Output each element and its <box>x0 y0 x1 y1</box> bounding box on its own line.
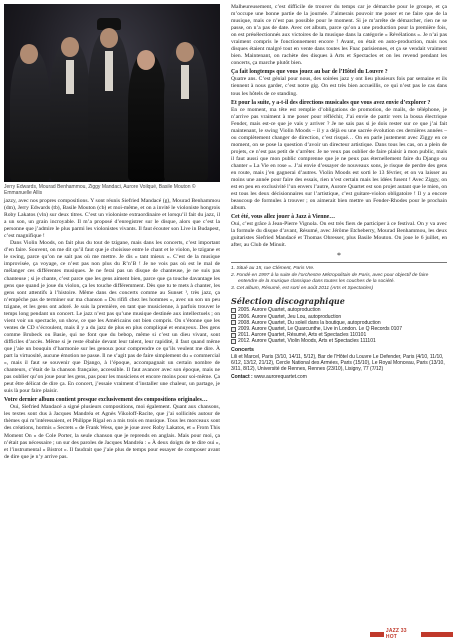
shirt-5 <box>181 65 189 99</box>
left-paragraph-1: jazzy, avec nos propres compositions. Y sont réunis Siefried Mandacé (g), Mourad Benhammou (dm), Jerry Edwards (tb), Basile Mouton (cb) et moi-même, et on a invité le violoniste hongrois Roby Lakatos (vln) sur deux titres. C’est un violoniste extraordinaire et lorsqu’il fait du jazz, il a un son, un grain incroyable. Il m’a proposé d’enregistrer sur le disque, alors que c’est la personne que j’admire le plus parmi les violonistes vivants. Il faut écouter son Live in Budapest, c’est magnifique ! <box>4 198 220 240</box>
album-cover-icon <box>231 320 236 325</box>
album-cover-icon <box>231 327 236 332</box>
album-cover-icon <box>231 314 236 319</box>
discography-text: 2006. Aurore Quartet, Jeu Lou, autoproduction <box>238 313 342 320</box>
section-separator: * <box>337 251 341 261</box>
footer-bar-right <box>421 632 453 637</box>
answer-hotel-louvre: Quatre ans. C’est génial pour nous, des soirées jazz y ont lieu plusieurs fois par semaine et ils tiennent à nous garder, c’est notre gig. On est très bien accueillis, ce qui n’est pas le cas dans tous les hôtels de ce standing. <box>231 76 447 97</box>
discography-text: 2005. Aurore Quartet, autoproduction <box>238 307 321 314</box>
contact-line <box>231 374 447 381</box>
discography-text: 2012. Aurore Quartet, Violin Moods, Arts et Spectacles 111101 <box>238 338 376 345</box>
question-musical-directions: Et pour la suite, y a-t-il des directions musicales que vous avez envie d’explorer ? <box>231 99 431 106</box>
answer-musical-directions: En ce moment, ma tête est remplie d’obligations de promotion, de mails, de téléphone, je n’arrive pas vraiment à me poser pour réfléchir, J’ai envie de partir vers la bossa électrique Fender, mais est-ce que je vais y arriver ? Je ne sais pas si je dois rester sur ce que j’ai fait maintenant, le swing Violin Moods – il y a déjà eu une sacrée évolution ces dernières années – ou complètement changer de direction, c’est risqué… On en parle justement avec Ziggy en ce moment, on se pose la question d’avoir un directeur artistique. Dans tous les cas, on a plein de projets, ce n’est pas petit de s’arrêter. Je ne veux pas oublier de faire plaisir à mon public, mais il faut aussi que mon public comprenne que je ne peux pas éternellement faire du Django ou chanter « La Vie en rose ». J’ai envie d’essayer de nouveaux sons, je risque de perdre des gens en route, mais j’en gagnerai d’autres. Violin Moods est sorti le 13 février, et on va laisser au moins une année pour faire des essais, rien n’est certain mais les idées fusent ! Avec Ziggy, on est en peu en exclusivité l’un envers l’autre, Aurore Quartet est son projet autant que le mien, on est tous les deux décisionnaires sur l’artistique, c’est guitare-violon obligatoire ! Il y a encore beaucoup de formules à trouver ; on aimerait bien mettre un Fender-Rhodes pour le prochain album. <box>231 106 447 212</box>
photo-caption: Jerry Edwards, Mourad Benhammou, Ziggy Mandaci, Aurore Voilqué, Basile Mouton © Emmanuelle Allis <box>4 184 196 196</box>
figure-4 <box>128 54 166 182</box>
discography-title: Sélection discographique <box>231 296 345 307</box>
right-column <box>231 4 447 381</box>
footer-page-number: JAZZ 33 HOT <box>385 628 407 640</box>
head-2 <box>61 37 79 57</box>
question-jazz-a-vienne: Cet été, vous allez jouer à Jazz à Vienne… <box>231 214 336 221</box>
album-cover-icon <box>231 333 236 338</box>
discography-list <box>231 307 447 344</box>
head-5 <box>176 42 194 62</box>
discography-item <box>231 338 447 344</box>
shirt-2 <box>66 60 74 94</box>
page-footer <box>370 628 453 640</box>
discography-text: 2009. Aurore Quartet, Le Quarcunthe, Live in London. Le Q Records 0107 <box>238 326 402 333</box>
question-original-compositions: Votre dernier album contient presque exclusivement des compositions originales… <box>4 397 208 404</box>
concerts-list: Lili et Marcel, Paris (3/10, 14/11, 5/12), Bar de l’Hôtel du Louvre Le Defender, Paris (4/10, 11/10, 6/12, 13/12, 21/12), Cercle National des Armées, Paris (15/10), Le Royal Monceau, Paris (13/10, 3/11, 8/12), Université de Rennes, Rennes (23/10), Lisigny, 77 (7/12) <box>231 353 445 373</box>
figure-1 <box>10 50 50 182</box>
discography-text: 2011. Aurore Quartet, Résumé, Arts et Spectacles 110101 <box>238 332 367 339</box>
left-paragraph-3: Oui, Siefried Mandacé a signé plusieurs compositions, moi également. Quant aux chansons, les textes sont dus à Jacques Mandréa et Agnès Vikoloff-Racite, que j’ai sollicités autour de thèmes qui m’intéressaient, et Philippe Rigal en a mis trois en musique. Tous les morceaux sont des créations, hormis « Secrets » de Frank Wess, que je joue avec Roby Lakatos, et « From This Moment On » de Cole Porter, la seule chanson que je reprends en anglais. Mais pour moi, ça n’était pas nécessaire ; un sur des paroles de Jacques Mandréa : « À deux doigts de te dire oui », et l’instrumental « Bistrot ». Il faudrait que j’aie plus de temps pour essayer de composer avant de dire que je n’y arrive pas. <box>4 404 220 460</box>
head-1 <box>20 44 38 64</box>
footnotes <box>231 262 447 292</box>
right-paragraph-1: Malheureusement, c’est difficile de trouver du temps car je démarche pour le groupe, et ça m’occupe une bonne partie de la journée. J’aimerais pouvoir me poser et ne faire que de la musique, mais ce n’est pas possible pour le moment. Si je m’arrête de démarcher, rien ne se passe, on n’a pas de date. Avec cet album, parce qu’on a une production pour la première fois, on est présélectionnés aux victoires de la musique dans la catégorie « Révélations ». Je n’ai pas vraiment compris le fonctionnement encore ! Avant, on était en auto-production, mais nos disques étaient malgré tout en vente dans toutes les Fnac parisiennes, et ça se vendait vraiment bien. Maintenant, on rachète des disques à Arts et Spectacles et on les revend pendant les concerts, ça marche plutôt bien. <box>231 4 447 67</box>
contact-label: Contact : <box>231 374 253 381</box>
album-cover-icon <box>231 339 236 344</box>
left-column <box>4 4 220 461</box>
concerts-title: Concerts <box>231 346 254 353</box>
head-4 <box>137 50 155 70</box>
left-paragraph-2: Dans Violin Moods, on fait plus du tout de tzigane, mais dans les concerts, c’est important d’en faire. Souvent, on me dit qu’il faut que je choisisse entre le chant et le violon, le tzigane et le swing, parce qu’on ne sait pas où me mettre. Je dis « tant mieux ». C’est de la musique improvisée, ça voyage, ce n’est pas non plus du R’n’B ! Je ne vois pas où est le mal de mélanger ces différentes musiques. Je ne ferai pas un disque de chanteuse, je ne suis pas chanteuse ; si je chante, c’est parce que les gens aiment bien, parce que ça touche davantage les gens que quand je joue du violon, ça les touche différemment. Dès que tu te mets à chanter, les gens sont attentifs à l’histoire. Même dans des concerts comme au Sunset ¹, très jazz, ça n’empêche pas de terminer sur ma chanson « Du rififi chez les hommes », avec un son un peu tzigane, et les gens ont adoré. Je suis la première, en tant que musicienne, à parfois trouver le temps long pendant un concert. Le jazz n’est pas qu’une musique destinée aux intellectuels ; on vient voir un spectacle, un show, ce que les Américains ont bien compris. On s’étonne que les ventes de CD s’écroulent, mais il y a du jazz de plus en plus compliqué et ennuyeux. Des gens comme Brubeck ou Basie, qui ne font que du bebop, même si c’est un dieu vivant, sont difficiles d’accès. Même si je reste ébahie devant leur talent, leur rapidité, il faut quand même que j’aie un bouquin d’harmonie sur les genoux pour comprendre ce qu’ils veulent me dire. À part la virtuosité, aucune émotion ne passe. Il ne s’agit pas de faire simplement du « commercial », mais il faut se souvenir que Django, à l’époque, accompagnait un certain nombre de chanteurs, c’était de la chanson française, accessible. Il faut avancer avec son époque, mais ne pas oublier qu’on joue pour les gens, pas pour les musiciens et encore moins pour soi-même. Ça peut être délicat de dire ça. En concert, j’essaie vraiment d’installer une chaleur, un partage, je suis là pour faire plaisir. <box>4 240 220 395</box>
album-cover-icon <box>231 308 236 313</box>
shirt-3 <box>105 51 113 91</box>
discography-text: 2008. Aurore Quartet, Du soleil dans la boutique, autoproduction <box>238 319 381 326</box>
footer-bar-left <box>370 632 384 637</box>
band-photo <box>4 4 220 182</box>
footnote-2: 2. Fondé en 1997 à la suite de l’orchestre Métropolitain de Paris, avec pour objectif de faire entendre de la musique classique dans toutes les couches de la société. <box>231 273 429 285</box>
question-hotel-louvre: Ça fait longtemps que vous jouez au bar de l’Hôtel du Louvre ? <box>231 69 388 76</box>
answer-jazz-a-vienne: Oui, c’est grâce à Jean-Pierre Vignola. On est très fiers de participer à ce festival. On y va avec la formule du disque d’avant, Résumé, avec Jérôme Etcheberry, Mourad Benhammou, les deux guitaristes Siefried Mandacé et Thomas Ohresser, plus Basile Mouton. On joue le 6 juillet, en after, au Club de Minuit. <box>231 221 447 249</box>
head-3 <box>100 28 118 48</box>
footnote-3: 3. Cet album, Résumé, est sorti en août 2011 (Arts et Spectacles) <box>231 286 374 292</box>
footnote-1: 1. Situé au 15, rue Clément, Paris VIe. <box>231 266 315 272</box>
contact-link[interactable]: www.aurorequartet.com <box>254 374 307 381</box>
